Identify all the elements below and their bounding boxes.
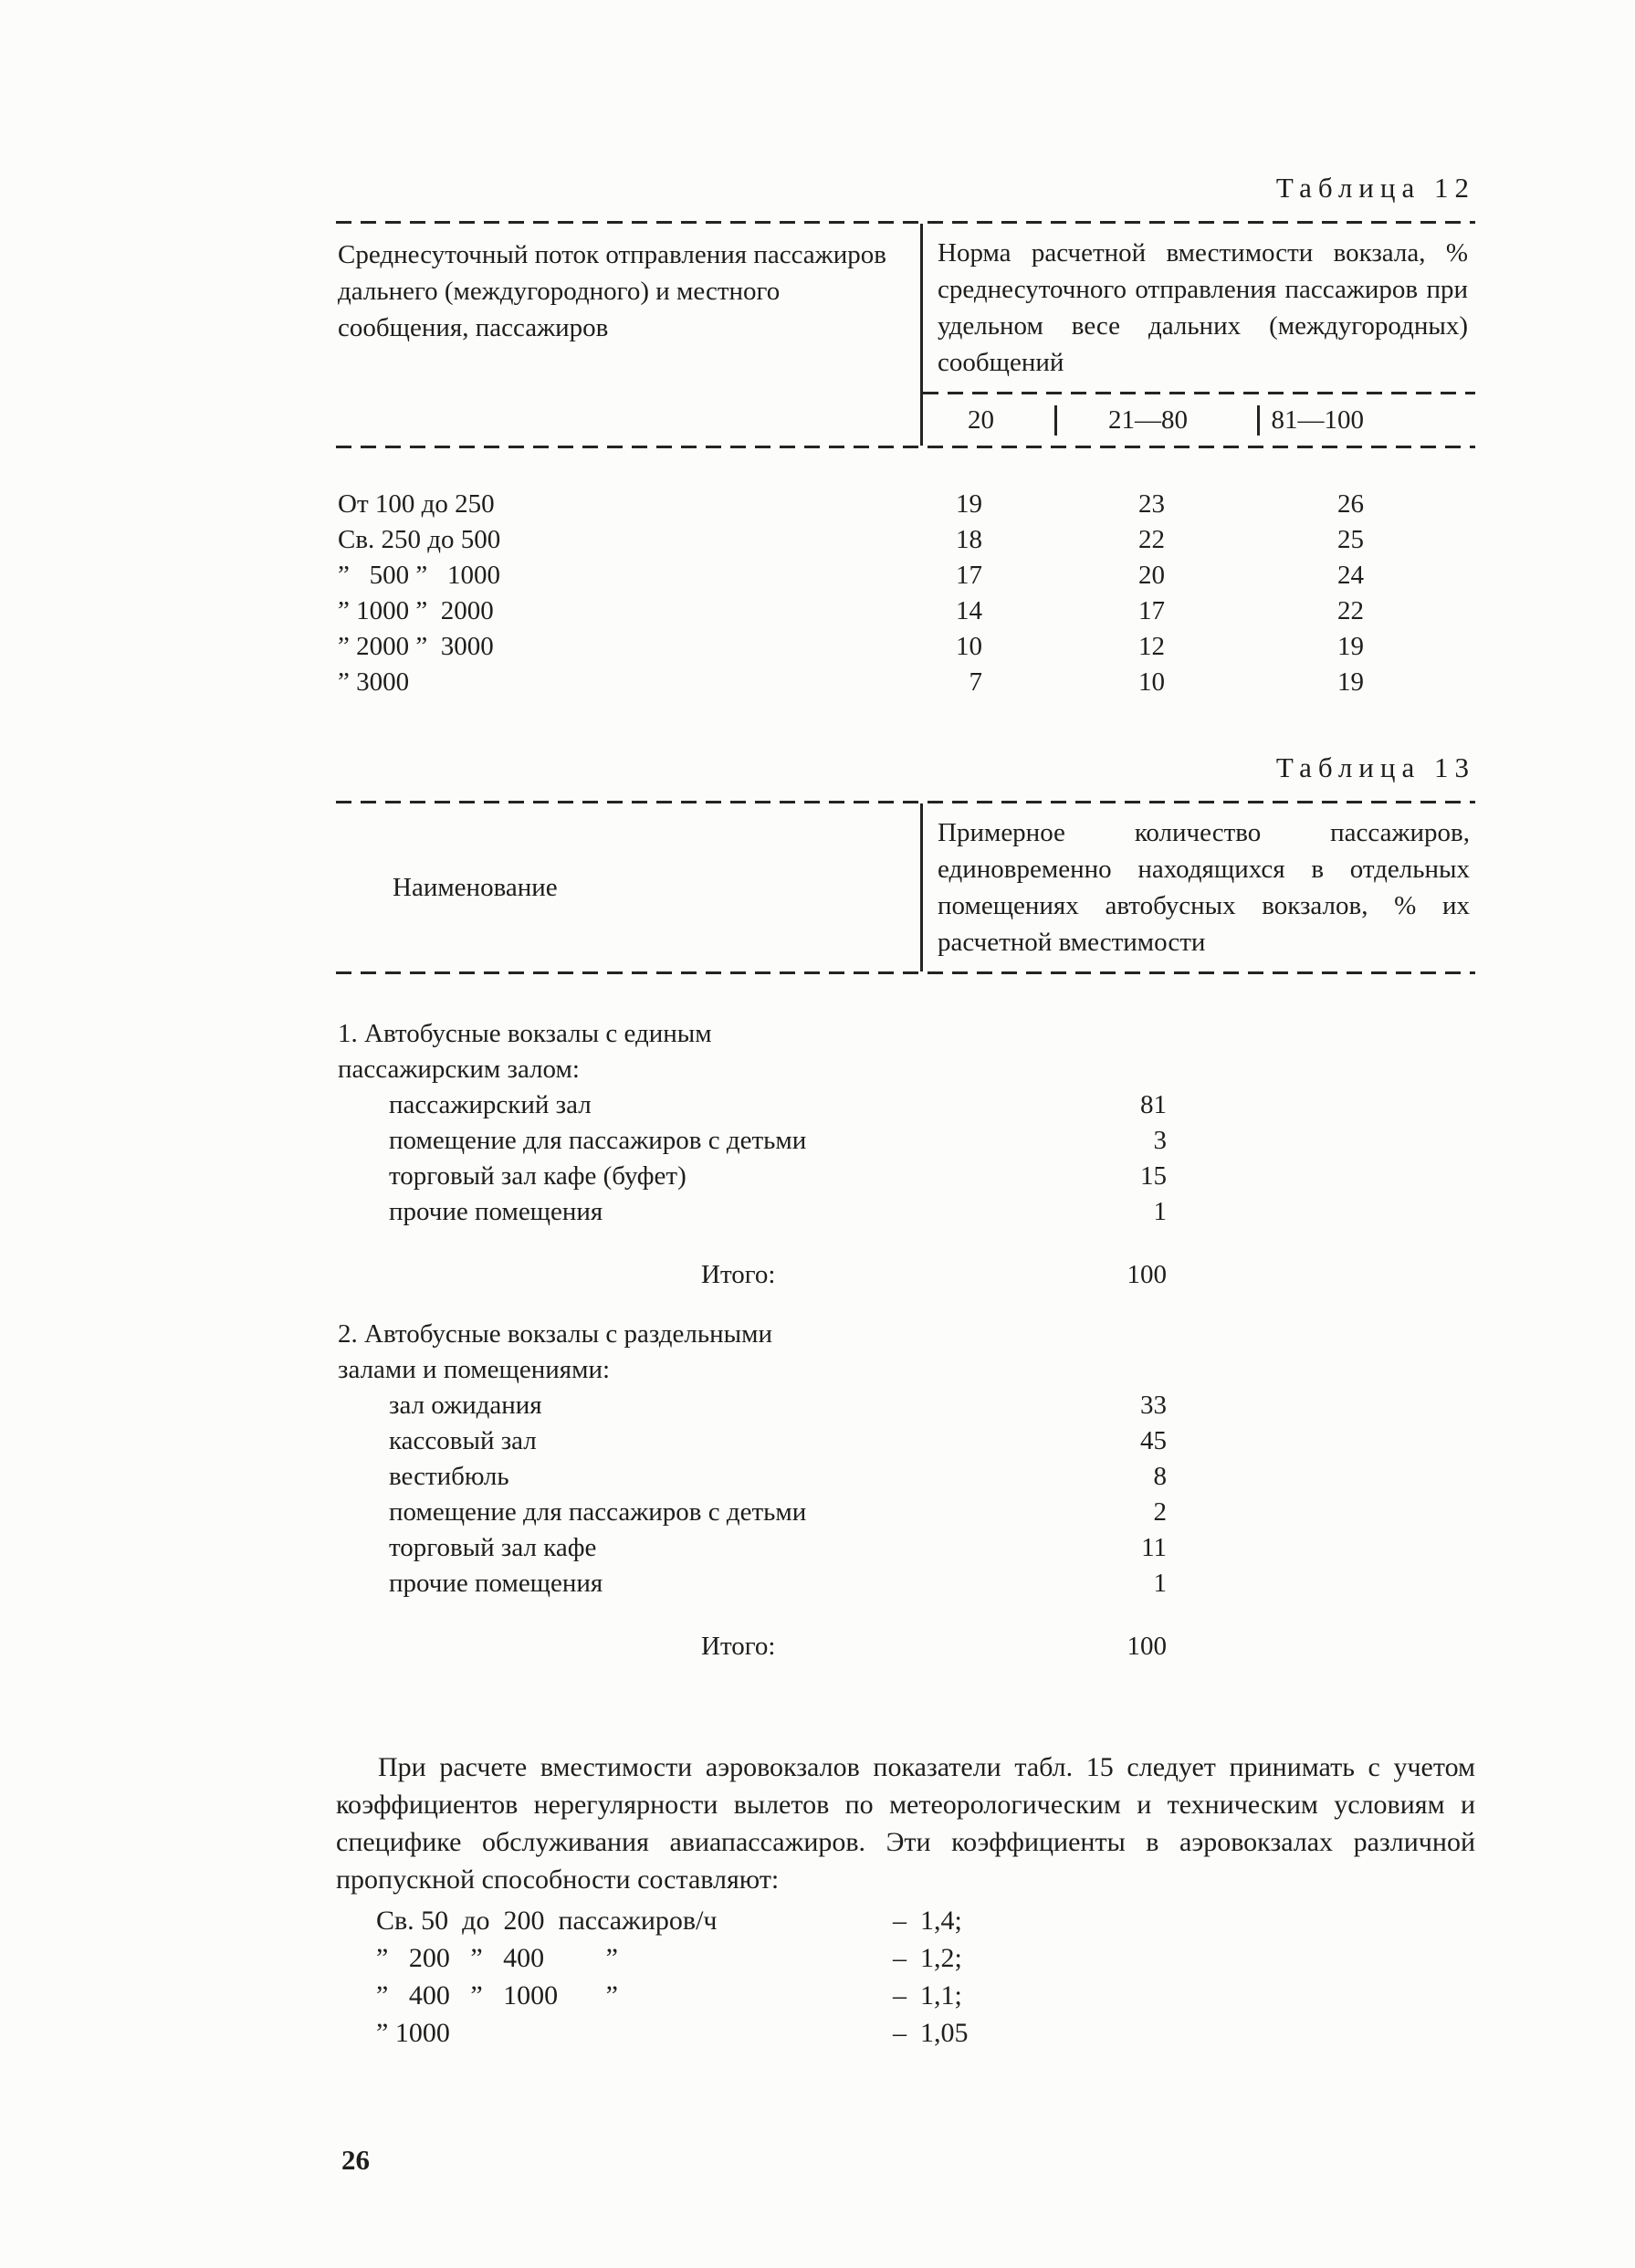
cell-value: 10 <box>956 632 982 661</box>
cell-value: 19 <box>1337 632 1364 661</box>
row-label: ” 2000 ” 3000 <box>338 632 494 661</box>
row-label: пассажирский зал <box>389 1090 592 1119</box>
row-label: кассовый зал <box>389 1426 537 1455</box>
coefficient-range: ” 400 ” 1000 ” <box>376 1980 618 2011</box>
cell-value: 3 <box>1153 1126 1167 1155</box>
row-label: прочие помещения <box>389 1197 603 1226</box>
table-row <box>336 629 1475 665</box>
table-row <box>336 558 1475 593</box>
cell-value: 10 <box>1138 667 1165 697</box>
table-12 <box>336 221 1475 700</box>
coefficient-value: – 1,1; <box>893 1980 962 2011</box>
table-row <box>336 1123 1475 1159</box>
cell-value: 1 <box>1153 1197 1167 1226</box>
coefficient-range: ” 200 ” 400 ” <box>376 1943 618 1973</box>
table13-header <box>336 803 1475 971</box>
cell-value: 1 <box>1153 1569 1167 1598</box>
list-item <box>336 1977 1475 2014</box>
table-row <box>336 522 1475 558</box>
table12-left-header: Среднесуточный поток отправления пассажиров дальнего (междугородного) и местного сообщения, пассажиров <box>338 240 886 342</box>
cell-value <box>811 1317 1167 1388</box>
table-row <box>336 1423 1475 1459</box>
list-item <box>336 2014 1475 2052</box>
cell-value: 23 <box>1138 489 1165 519</box>
total-row <box>336 1629 1475 1664</box>
cell-value: 12 <box>1138 632 1165 661</box>
row-label: Итого: <box>701 1632 776 1661</box>
cell-value: 100 <box>1127 1260 1167 1289</box>
table-row <box>336 1317 1475 1388</box>
table12-header <box>336 224 1475 446</box>
body-paragraph: При расчете вместимости аэровокзалов показатели табл. 15 следует принимать с учетом коэффициентов нерегулярности вылетов по метеорологическим и техническим условиям и специфике обслуживания авиапассажиров. Эти коэффициенты в аэровокзалах различной пропускной способности составляют: <box>336 1752 1475 1895</box>
cell-value: 14 <box>956 596 982 625</box>
row-label: Итого: <box>701 1260 776 1289</box>
table12-right-header-block <box>920 224 1475 446</box>
total-row <box>336 1257 1475 1293</box>
table-row <box>336 593 1475 629</box>
page-number: 26 <box>341 2144 370 2176</box>
cell-value: 11 <box>1141 1533 1167 1562</box>
row-label: ” 500 ” 1000 <box>338 561 500 590</box>
cell-value: 19 <box>1337 667 1364 697</box>
page-content <box>336 0 1475 2052</box>
column-header: 20 <box>968 404 994 435</box>
table12-body <box>336 487 1475 700</box>
column-header: 81—100 <box>1257 405 1475 436</box>
cell-value: 24 <box>1337 561 1364 590</box>
table-row <box>336 1087 1475 1123</box>
dashed-rule <box>336 446 1475 448</box>
cell-value: 22 <box>1337 596 1364 625</box>
row-label: От 100 до 250 <box>338 489 495 519</box>
table12-subcolumns <box>923 394 1475 446</box>
table-row <box>336 665 1475 700</box>
cell-value: 7 <box>969 667 982 697</box>
cell-value: 20 <box>1138 561 1165 590</box>
row-label: зал ожидания <box>389 1391 542 1420</box>
cell-value: 15 <box>1140 1161 1167 1191</box>
dashed-rule <box>336 971 1475 974</box>
row-label: торговый зал кафе <box>389 1533 597 1562</box>
list-item <box>336 1939 1475 1977</box>
cell-value: 22 <box>1138 525 1165 554</box>
cell-value: 19 <box>956 489 982 519</box>
table12-caption: Таблица 12 <box>1275 172 1475 204</box>
row-label: ” 1000 ” 2000 <box>338 596 494 625</box>
cell-value: 81 <box>1140 1090 1167 1119</box>
table-row <box>336 1194 1475 1230</box>
table-row <box>336 1530 1475 1566</box>
cell-value <box>811 1016 1167 1087</box>
coefficient-list <box>336 1902 1475 2052</box>
cell-value: 25 <box>1337 525 1364 554</box>
cell-value: 17 <box>956 561 982 590</box>
table-row <box>336 1016 1475 1087</box>
table-row <box>336 1159 1475 1194</box>
table12-right-header: Норма расчетной вместимости вокзала, % среднесуточного отправления пассажиров при удельном весе дальних (междугородных) сообщений <box>938 238 1468 377</box>
row-label: 1. Автобусные вокзалы с единым пассажирским залом: <box>338 1019 712 1084</box>
table-row <box>336 1388 1475 1423</box>
cell-value: 45 <box>1140 1426 1167 1455</box>
row-label: прочие помещения <box>389 1569 603 1598</box>
row-label: помещение для пассажиров с детьми <box>389 1497 807 1527</box>
column-header: 21—80 <box>1054 405 1257 436</box>
row-label: помещение для пассажиров с детьми <box>389 1126 807 1155</box>
table13-left-header: Наименование <box>393 872 558 902</box>
cell-value: 33 <box>1140 1391 1167 1420</box>
row-label: торговый зал кафе (буфет) <box>389 1161 686 1191</box>
cell-value: 17 <box>1138 596 1165 625</box>
coefficient-range: Св. 50 до 200 пассажиров/ч <box>376 1906 718 1936</box>
list-item <box>336 1902 1475 1939</box>
table-row <box>336 1459 1475 1495</box>
table-13 <box>336 801 1475 1664</box>
table-row <box>336 1566 1475 1601</box>
table13-body <box>336 1016 1475 1664</box>
row-label: вестибюль <box>389 1462 509 1491</box>
row-label: ” 3000 <box>338 667 410 697</box>
table-row <box>336 1495 1475 1530</box>
table13-right-header: Примерное количество пассажиров, единовременно находящихся в отдельных помещениях автобусных вокзалов, % их расчетной вместимости <box>920 803 1475 971</box>
row-label: 2. Автобусные вокзалы с раздельными залами и помещениями: <box>338 1319 772 1384</box>
coefficient-value: – 1,4; <box>893 1906 962 1936</box>
cell-value: 2 <box>1153 1497 1167 1527</box>
table-row <box>336 487 1475 522</box>
cell-value: 18 <box>956 525 982 554</box>
cell-value: 8 <box>1153 1462 1167 1491</box>
coefficient-value: – 1,05 <box>893 2018 969 2048</box>
coefficient-value: – 1,2; <box>893 1943 962 1973</box>
cell-value: 26 <box>1337 489 1364 519</box>
table13-caption: Таблица 13 <box>1275 751 1475 783</box>
row-label: Св. 250 до 500 <box>338 525 501 554</box>
cell-value: 100 <box>1127 1632 1167 1661</box>
coefficient-range: ” 1000 <box>376 2018 450 2048</box>
